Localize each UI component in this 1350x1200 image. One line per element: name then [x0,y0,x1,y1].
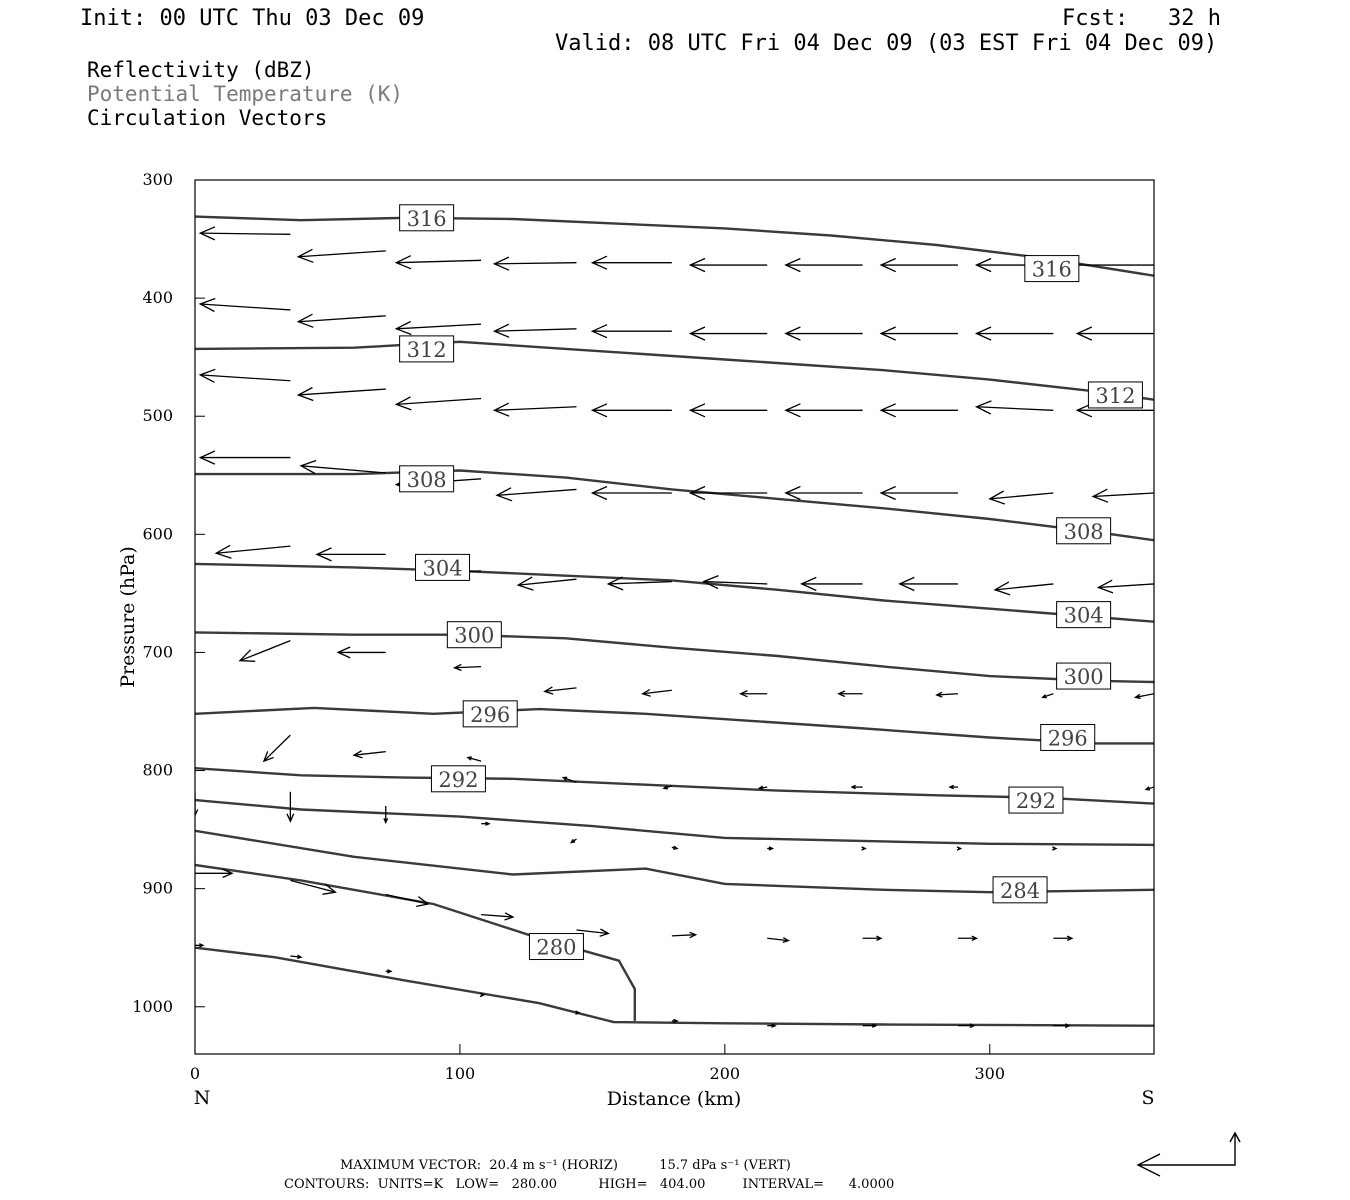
legend-reflectivity: Reflectivity (dBZ) [87,58,315,82]
plot-frame [195,180,1154,1054]
x-tick-label: 0 [189,1064,201,1083]
contour-label: 296 [470,702,511,727]
contour-label: 300 [1063,665,1104,690]
contour-line-296 [195,708,1154,744]
circulation-vector [200,304,290,310]
circulation-vector [1098,584,1154,588]
circulation-vector [240,641,290,661]
contour-label: 316 [1031,257,1072,282]
circulation-vector [200,375,290,381]
contour-label: 312 [406,337,447,362]
circulation-vector [1093,493,1154,497]
valid-time: Valid: 08 UTC Fri 04 Dec 09 (03 EST Fri 04 Dec 09) [555,31,1218,56]
circulation-vector [301,466,386,473]
contour-label: 284 [1000,878,1041,903]
circulation-vector [200,233,290,234]
contour-label: 304 [1063,603,1104,628]
circulation-vector [396,399,481,405]
x-axis-label: Distance (km) [606,1088,742,1110]
max-vector-note: MAXIMUM VECTOR: 20.4 m s⁻¹ (HORIZ) 15.7 dPa s⁻¹ (VERT) [340,1158,791,1173]
circulation-vector [396,260,481,262]
y-tick-label: 700 [142,642,173,662]
x-tick-label: 300 [974,1064,1006,1083]
circulation-vector [977,407,1054,411]
contour-line-304 [195,564,1154,622]
contours-note: CONTOURS: UNITS=K LOW= 280.00 HIGH= 404.00 INTERVAL= 4.0000 [284,1177,895,1192]
y-axis-label: Pressure (hPa) [117,546,139,688]
contour-line-308 [195,471,1154,541]
contour-line-300 [195,632,1154,682]
forecast-hour: Fcst: 32 h [1062,6,1221,31]
circulation-vector [455,667,481,668]
circulation-vector [264,735,290,761]
contour-label: 296 [1047,726,1088,751]
contour-line-316 [195,217,1154,276]
circulation-vector [494,263,576,264]
contour-label: 312 [1095,383,1136,408]
contour-label: 308 [1063,519,1104,544]
circulation-vector [298,389,385,395]
contour-label: 316 [406,206,447,231]
contour-label: 292 [1015,789,1056,814]
contour-label: 280 [536,935,577,960]
contour-label: 308 [406,467,447,492]
circulation-vector [298,251,385,257]
contour-label-layer [400,205,1143,960]
y-tick-label: 600 [142,524,173,544]
contour-label: 304 [422,556,463,581]
x-end-label-south: S [1141,1087,1155,1109]
circulation-vector [497,489,576,495]
y-tick-label: 1000 [132,996,173,1016]
x-end-label-north: N [193,1087,211,1109]
circulation-vector [608,582,672,584]
y-tick-label: 900 [142,878,173,898]
legend-potential-temperature: Potential Temperature (K) [87,82,404,106]
legend-circulation-vectors: Circulation Vectors [87,106,328,130]
y-tick-label: 400 [142,288,173,308]
x-tick-label: 200 [709,1064,741,1083]
circulation-vector [672,935,696,936]
circulation-vector [494,329,576,331]
y-tick-label: 800 [142,760,173,780]
contour-label: 292 [438,767,479,792]
contour-layer [195,217,1154,1026]
reference-vector-icon [1138,1133,1240,1176]
y-tick-label: 300 [142,170,173,189]
init-time: Init: 00 UTC Thu 03 Dec 09 [80,6,425,31]
circulation-vector [494,407,576,411]
contour-label: 300 [454,623,495,648]
circulation-vector [298,316,385,322]
contour-line-276 [195,948,1154,1026]
y-tick-label: 500 [142,406,173,426]
circulation-vector [396,324,481,329]
contour-line-312 [195,342,1154,400]
x-tick-label: 100 [444,1064,476,1083]
